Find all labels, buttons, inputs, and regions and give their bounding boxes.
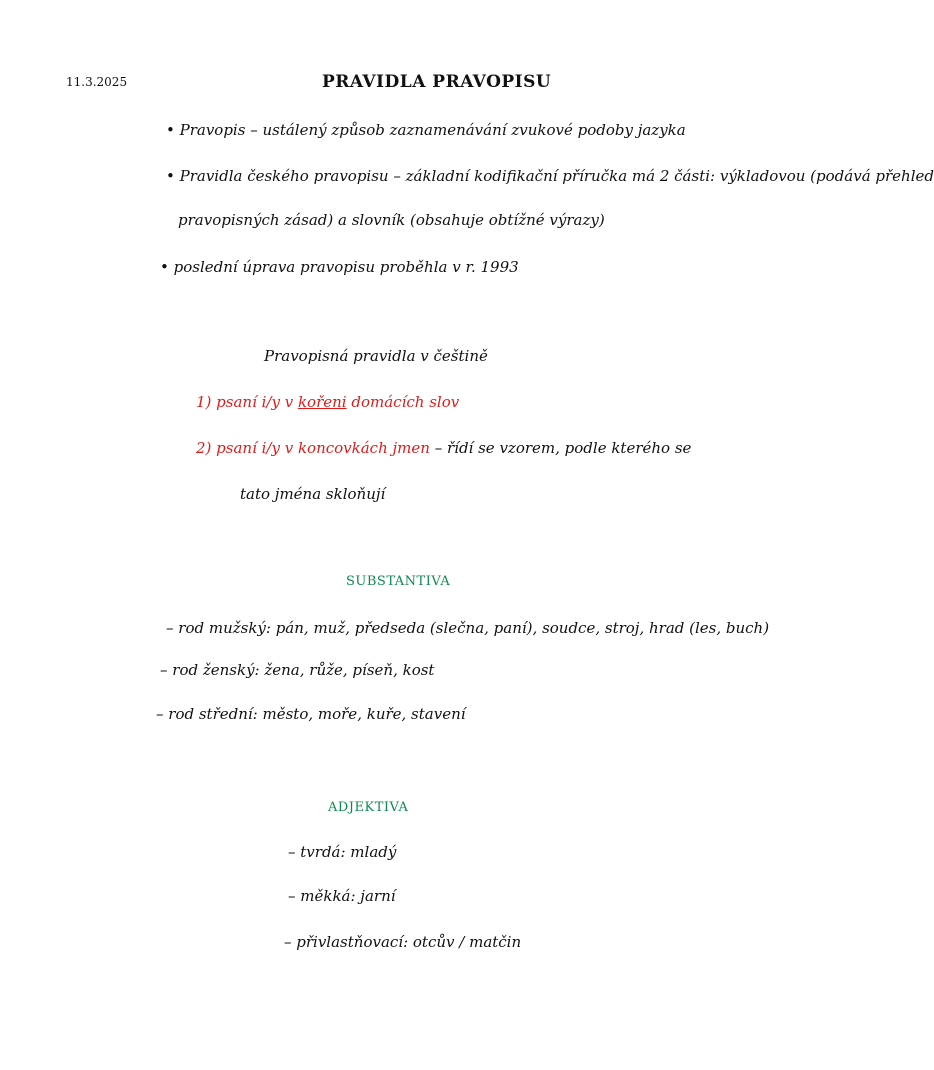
substantiva-feminine: – rod ženský: žena, růže, píseň, kost xyxy=(160,661,435,679)
substantiva-heading: SUBSTANTIVA xyxy=(346,574,451,589)
rule-1-prefix: 1) psaní i/y v xyxy=(196,393,298,411)
section-heading-rules: Pravopisná pravidla v češtině xyxy=(264,347,488,365)
date: 11.3.2025 xyxy=(66,75,128,89)
rule-2-red: 2) psaní i/y v koncovkách jmen xyxy=(196,439,430,457)
rule-1-suffix: domácích slov xyxy=(346,393,460,411)
substantiva-masculine: – rod mužský: pán, muž, předseda (slečna, paní), soudce, stroj, hrad (les, buch) xyxy=(166,619,770,637)
adjektiva-possessive: – přivlastňovací: otcův / matčin xyxy=(284,933,522,951)
adjektiva-hard: – tvrdá: mladý xyxy=(288,843,397,861)
intro-bullet-1: • Pravopis – ustálený způsob zaznamenávání zvukové podoby jazyka xyxy=(166,121,686,139)
substantiva-neuter: – rod střední: město, moře, kuře, stavení xyxy=(156,705,466,723)
adjektiva-heading: ADJEKTIVA xyxy=(328,800,409,815)
rule-1-underlined: kořeni xyxy=(297,393,347,411)
intro-bullet-3: • poslední úprava pravopisu proběhla v r. 1993 xyxy=(160,258,519,276)
rule-2 xyxy=(196,438,691,458)
rule-2-continuation: tato jména skloňují xyxy=(240,485,386,503)
rule-2-black: – řídí se vzorem, podle kterého se xyxy=(429,439,692,457)
adjektiva-soft: – měkká: jarní xyxy=(288,887,396,905)
intro-bullet-2-line-1: • Pravidla českého pravopisu – základní kodifikační příručka má 2 části: výkladovou (podává přehled xyxy=(166,167,934,185)
intro-bullet-2-line-2: pravopisných zásad) a slovník (obsahuje obtížné výrazy) xyxy=(178,211,605,229)
rule-1 xyxy=(196,392,459,412)
page-title: PRAVIDLA PRAVOPISU xyxy=(322,72,552,92)
